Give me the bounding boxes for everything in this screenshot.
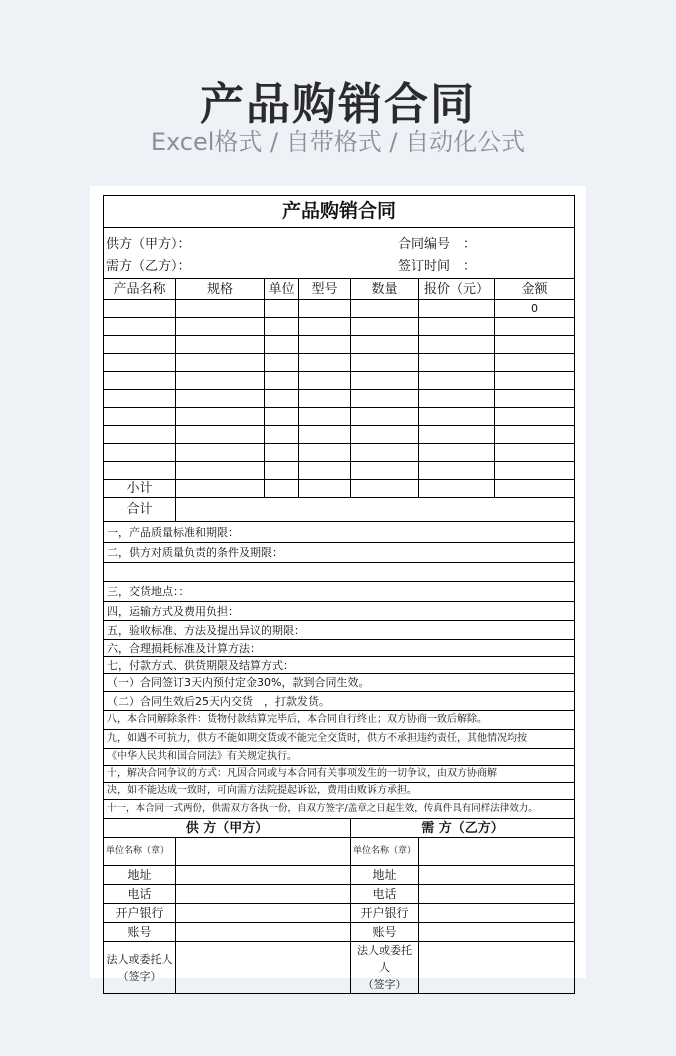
cell[interactable] — [265, 462, 299, 480]
buyer-bank-field[interactable] — [419, 904, 575, 923]
cell[interactable] — [419, 372, 495, 390]
banner-subtitle: Excel格式 / 自带格式 / 自动化公式 — [150, 128, 526, 156]
cell[interactable] — [419, 318, 495, 336]
cell[interactable] — [351, 300, 419, 318]
supplier-representative-label — [104, 942, 176, 994]
cell[interactable] — [299, 462, 351, 480]
cell[interactable] — [265, 300, 299, 318]
cell[interactable] — [351, 336, 419, 354]
cell[interactable] — [299, 480, 351, 498]
cell[interactable] — [495, 426, 575, 444]
cell[interactable] — [495, 390, 575, 408]
cell[interactable] — [351, 372, 419, 390]
contract-title: 产品购销合同 — [104, 196, 575, 228]
cell[interactable] — [265, 480, 299, 498]
cell[interactable] — [495, 336, 575, 354]
cell[interactable] — [299, 300, 351, 318]
supplier-address-field[interactable] — [176, 866, 351, 885]
cell[interactable] — [265, 372, 299, 390]
cell[interactable] — [104, 426, 176, 444]
header-amount: 金额 — [495, 279, 575, 300]
buyer-account-field[interactable] — [419, 923, 575, 942]
cell[interactable] — [176, 300, 265, 318]
cell[interactable] — [265, 426, 299, 444]
clause-line: 《中华人民共和国合同法》有关规定执行。 — [104, 749, 575, 766]
cell[interactable] — [495, 408, 575, 426]
supplier-account-field[interactable] — [176, 923, 351, 942]
cell[interactable] — [104, 354, 176, 372]
buyer-bank-label: 开户银行 — [351, 904, 419, 923]
clause-line: 十，解决合同争议的方式：凡因合同或与本合同有关事项发生的一切争议，由双方协商解 — [104, 766, 575, 783]
cell[interactable] — [176, 336, 265, 354]
supplier-bank-field[interactable] — [176, 904, 351, 923]
rep-label-line-2: （签字） — [117, 969, 162, 983]
total-label: 合计 — [104, 498, 176, 522]
table-row — [104, 444, 575, 462]
cell[interactable] — [495, 372, 575, 390]
supplier-phone-field[interactable] — [176, 885, 351, 904]
cell[interactable] — [299, 354, 351, 372]
clause-line: 十一，本合同一式两份，供需双方各执一份，自双方签字/盖章之日起生效，传真件具有同样法律效力。 — [104, 800, 575, 819]
total-row — [104, 498, 575, 522]
cell[interactable] — [299, 390, 351, 408]
clause-line: 八，本合同解除条件：货物付款结算完毕后，本合同自行终止；双方协商一致后解除。 — [104, 711, 575, 730]
total-value[interactable] — [176, 498, 575, 522]
cell[interactable] — [176, 390, 265, 408]
supplier-bank-label: 开户银行 — [104, 904, 176, 923]
cell[interactable] — [351, 390, 419, 408]
subtotal-row — [104, 480, 575, 498]
buyer-label: 需方（乙方）： — [106, 259, 191, 274]
buyer-phone-label: 电话 — [351, 885, 419, 904]
clause-line: 七，付款方式、供货期限及结算方式： — [104, 657, 575, 674]
contract-table — [103, 195, 575, 994]
table-row — [104, 426, 575, 444]
supplier-phone-label: 电话 — [104, 885, 176, 904]
table-header-row — [104, 279, 575, 300]
signature-header-row — [104, 819, 575, 838]
cell[interactable] — [176, 444, 265, 462]
header-price: 报价（元） — [419, 279, 495, 300]
header-unit: 单位 — [265, 279, 299, 300]
cell[interactable] — [104, 336, 176, 354]
cell[interactable] — [176, 354, 265, 372]
cell[interactable] — [265, 318, 299, 336]
buyer-signature-head: 需 方（乙方） — [351, 819, 575, 838]
cell[interactable] — [265, 408, 299, 426]
cell[interactable] — [351, 444, 419, 462]
cell[interactable] — [351, 462, 419, 480]
cell[interactable] — [265, 390, 299, 408]
supplier-account-label: 账号 — [104, 923, 176, 942]
cell[interactable] — [176, 462, 265, 480]
supplier-unit-label: 单位名称（章） — [104, 838, 176, 866]
cell[interactable] — [419, 408, 495, 426]
cell[interactable] — [299, 426, 351, 444]
buyer-address-field[interactable] — [419, 866, 575, 885]
cell[interactable] — [265, 336, 299, 354]
cell[interactable] — [176, 426, 265, 444]
cell[interactable] — [176, 372, 265, 390]
sign-date-label: 签订时间 ： — [398, 259, 477, 274]
table-row — [104, 372, 575, 390]
cell[interactable] — [176, 408, 265, 426]
cell[interactable] — [265, 354, 299, 372]
clause-line: 一，产品质量标准和期限： — [104, 522, 575, 543]
cell[interactable] — [495, 480, 575, 498]
cell[interactable] — [104, 462, 176, 480]
buyer-unit-label: 单位名称（章） — [351, 838, 419, 866]
table-row — [104, 408, 575, 426]
cell[interactable] — [104, 390, 176, 408]
cell[interactable] — [351, 408, 419, 426]
contract-sheet — [90, 186, 586, 991]
contract-no-label: 合同编号 ： — [398, 237, 477, 252]
clause-line — [104, 563, 575, 582]
cell[interactable] — [351, 318, 419, 336]
cell[interactable] — [176, 480, 265, 498]
cell[interactable] — [104, 372, 176, 390]
cell[interactable] — [351, 426, 419, 444]
table-row — [104, 390, 575, 408]
buyer-address-label: 地址 — [351, 866, 419, 885]
cell[interactable] — [299, 336, 351, 354]
cell[interactable] — [104, 300, 176, 318]
cell[interactable] — [419, 480, 495, 498]
supplier-address-label: 地址 — [104, 866, 176, 885]
table-row — [104, 336, 575, 354]
supplier-unit-field[interactable] — [176, 838, 351, 866]
buyer-phone-field[interactable] — [419, 885, 575, 904]
clause-line: 六，合理损耗标准及计算方法： — [104, 640, 575, 657]
cell[interactable] — [419, 354, 495, 372]
header-model: 型号 — [299, 279, 351, 300]
cell[interactable] — [419, 390, 495, 408]
table-row — [104, 318, 575, 336]
cell[interactable] — [419, 444, 495, 462]
supplier-signature-field[interactable] — [176, 942, 351, 994]
header-quantity: 数量 — [351, 279, 419, 300]
cell[interactable] — [176, 318, 265, 336]
party-info — [104, 228, 575, 279]
cell[interactable] — [104, 318, 176, 336]
cell[interactable] — [299, 372, 351, 390]
table-row — [104, 462, 575, 480]
cell[interactable] — [299, 408, 351, 426]
cell[interactable] — [419, 426, 495, 444]
supplier-label: 供方（甲方）： — [106, 237, 191, 252]
buyer-representative-label — [351, 942, 419, 994]
cell[interactable] — [495, 318, 575, 336]
buyer-unit-field[interactable] — [419, 838, 575, 866]
clause-line: 三，交货地点：： — [104, 582, 575, 602]
buyer-account-label: 账号 — [351, 923, 419, 942]
cell[interactable] — [419, 300, 495, 318]
amount-cell[interactable]: 0 — [495, 300, 575, 318]
table-row — [104, 300, 575, 318]
rep-label-line-1: 法人或委托人 — [106, 952, 173, 966]
header-product-name: 产品名称 — [104, 279, 176, 300]
clause-line: 五，验收标准、方法及提出异议的期限： — [104, 621, 575, 640]
clause-line: （二）合同生效后25天内交货 ，打款发货。 — [104, 692, 575, 711]
subtotal-label: 小计 — [104, 480, 176, 498]
rep-label-line-2: （签字） — [362, 978, 407, 991]
cell[interactable] — [495, 462, 575, 480]
supplier-signature-head: 供 方（甲方） — [104, 819, 351, 838]
cell[interactable] — [265, 444, 299, 462]
clause-line: 二，供方对质量负责的条件及期限： — [104, 543, 575, 563]
cell[interactable] — [419, 336, 495, 354]
header-spec: 规格 — [176, 279, 265, 300]
cell[interactable] — [299, 444, 351, 462]
cell[interactable] — [299, 318, 351, 336]
buyer-signature-field[interactable] — [419, 942, 575, 994]
cell[interactable] — [351, 354, 419, 372]
banner-title: 产品购销合同 — [200, 79, 476, 130]
cell[interactable] — [351, 480, 419, 498]
cell[interactable] — [104, 444, 176, 462]
cell[interactable] — [495, 354, 575, 372]
rep-label-line-1: 法人或委托人 — [357, 944, 412, 974]
cell[interactable] — [419, 462, 495, 480]
clause-line: 九，如遇不可抗力，供方不能如期交货或不能完全交货时，供方不承担违约责任，其他情况均按 — [104, 730, 575, 749]
clause-line: 四，运输方式及费用负担： — [104, 602, 575, 621]
table-row — [104, 354, 575, 372]
cell[interactable] — [104, 408, 176, 426]
cell[interactable] — [495, 444, 575, 462]
clause-line: 决，如不能达成一致时，可向需方法院提起诉讼，费用由败诉方承担。 — [104, 783, 575, 800]
clause-line: （一）合同签订3天内预付定金30%，款到合同生效。 — [104, 674, 575, 692]
